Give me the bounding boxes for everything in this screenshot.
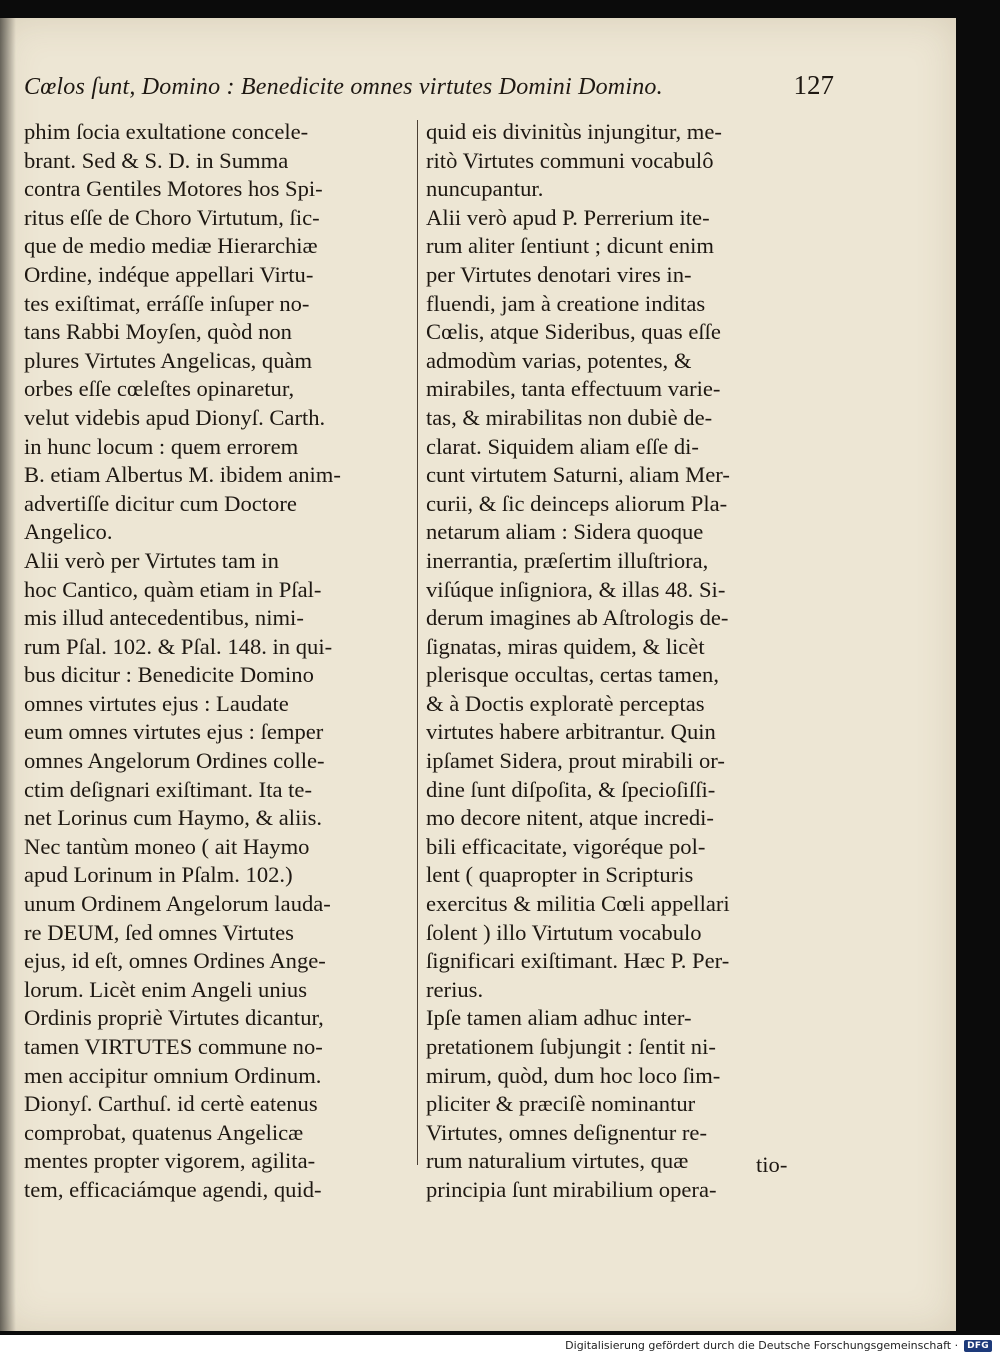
- text-line: tem, efficaciámque agendi, quid-: [24, 1176, 322, 1202]
- text-line: velut videbis apud Dionyſ. Carth.: [24, 404, 326, 430]
- text-line: mirum, quòd, dum hoc loco ſim-: [426, 1062, 721, 1088]
- text-line: curii, & ſic deinceps aliorum Pla-: [426, 490, 728, 516]
- text-line: hoc Cantico, quàm etiam in Pſal-: [24, 576, 322, 602]
- text-line: virtutes habere arbitrantur. Quin: [426, 719, 716, 745]
- text-line: ctim deſignari exiſtimant. Ita te-: [24, 776, 312, 802]
- page-number: 127: [793, 70, 834, 100]
- text-line: eum omnes virtutes ejus : ſemper: [24, 719, 324, 745]
- text-line: advertiſſe dicitur cum Doctore: [24, 490, 297, 516]
- text-line: cunt virtutem Saturni, aliam Mer-: [426, 462, 730, 488]
- catchword: tio-: [756, 1152, 788, 1177]
- text-line: unum Ordinem Angelorum lauda-: [24, 891, 331, 917]
- text-line: admodùm varias, potentes, &: [426, 347, 692, 373]
- footer-credit: Digitalisierung gefördert durch die Deutsche Forschungsgemeinschaft ·: [565, 1339, 959, 1352]
- text-line: Nec tantùm moneo ( ait Haymo: [24, 833, 310, 859]
- text-line: rum naturalium virtutes, quæ: [426, 1148, 689, 1174]
- text-line: mo decore nitent, atque incredi-: [426, 805, 714, 831]
- text-line: & à Doctis exploratè perceptas: [426, 690, 705, 716]
- text-line: orbes eſſe cœleſtes opinaretur,: [24, 376, 295, 402]
- text-line: plerisque occultas, certas tamen,: [426, 662, 719, 688]
- text-line: netarum aliam : Sidera quoque: [426, 519, 704, 545]
- text-line: tas, & mirabilitas non dubiè de-: [426, 404, 713, 430]
- text-line: rerius.: [426, 976, 484, 1002]
- text-line: comprobat, quatenus Angelicæ: [24, 1119, 304, 1145]
- text-line: rum aliter ſentiunt ; dicunt enim: [426, 233, 715, 259]
- text-line: ſignatas, miras quidem, & licèt: [426, 633, 705, 659]
- text-line: apud Lorinum in Pſalm. 102.): [24, 862, 293, 888]
- dfg-logo: DFG: [964, 1340, 992, 1352]
- text-line: Virtutes, omnes deſignentur re-: [426, 1119, 707, 1145]
- text-line: tans Rabbi Moyſen, quòd non: [24, 319, 292, 345]
- left-column: [24, 118, 400, 1205]
- text-line: per Virtutes denotari vires in-: [426, 261, 692, 287]
- text-line: que de medio mediæ Hierarchiæ: [24, 233, 318, 259]
- text-line: viſúque inſigniora, & illas 48. Si-: [426, 576, 726, 602]
- text-line: derum imagines ab Aſtrologis de-: [426, 605, 729, 631]
- text-line: Dionyſ. Carthuſ. id certè eatenus: [24, 1091, 318, 1117]
- text-line: ritò Virtutes communi vocabulô: [426, 147, 714, 173]
- text-line: rum Pſal. 102. & Pſal. 148. in qui-: [24, 633, 333, 659]
- text-line: clarat. Siquidem aliam eſſe di-: [426, 433, 699, 459]
- text-line: phim ſocia exultatione concele-: [24, 119, 309, 144]
- text-line: ſolent ) illo Virtutum vocabulo: [426, 919, 702, 945]
- text-line: pliciter & præciſè nominantur: [426, 1091, 696, 1117]
- text-line: fluendi, jam à creatione inditas: [426, 290, 706, 316]
- text-line: mirabiles, tanta effectuum varie-: [426, 376, 721, 402]
- text-line: ritus eſſe de Choro Virtutum, ſic-: [24, 204, 320, 230]
- text-line: mis illud antecedentibus, nimi-: [24, 605, 304, 631]
- text-line: Alii verò apud P. Perrerium ite-: [426, 204, 710, 230]
- text-line: men accipitur omnium Ordinum.: [24, 1062, 322, 1088]
- text-line: in hunc locum : quem errorem: [24, 433, 299, 459]
- text-line: mentes propter vigorem, agilita-: [24, 1148, 316, 1174]
- text-line: Ipſe tamen aliam adhuc inter-: [426, 1005, 692, 1031]
- text-line: re DEUM, ſed omnes Virtutes: [24, 919, 294, 945]
- text-line: ſignificari exiſtimant. Hæc P. Per-: [426, 948, 730, 974]
- text-line: omnes Angelorum Ordines colle-: [24, 748, 325, 774]
- column-divider: [417, 120, 418, 1165]
- text-line: bili efficacitate, vigoréque pol-: [426, 833, 706, 859]
- text-line: omnes virtutes ejus : Laudate: [24, 690, 289, 716]
- text-line: tes exiſtimat, erráſſe inſuper no-: [24, 290, 310, 316]
- text-line: pretationem ſubjungit : ſentit ni-: [426, 1034, 716, 1059]
- text-line: ipſamet Sidera, prout mirabili or-: [426, 748, 725, 774]
- digitization-footer: [0, 1335, 1000, 1356]
- text-line: Alii verò per Virtutes tam in: [24, 547, 279, 573]
- running-title: Cœlos ſunt, Domino : Benedicite omnes virtutes Domini Domino.: [24, 74, 663, 100]
- text-line: bus dicitur : Benedicite Domino: [24, 662, 314, 688]
- right-column: [426, 118, 810, 1205]
- page-header: [24, 70, 834, 110]
- text-line: tamen VIRTUTES commune no-: [24, 1034, 323, 1059]
- text-line: lorum. Licèt enim Angeli unius: [24, 976, 308, 1002]
- text-line: nuncupantur.: [426, 176, 544, 202]
- text-line: Ordinis propriè Virtutes dicantur,: [24, 1005, 324, 1031]
- text-line: quid eis divinitùs injungitur, me-: [426, 119, 722, 144]
- text-line: lent ( quapropter in Scripturis: [426, 862, 694, 888]
- text-line: Ordine, indéque appellari Virtu-: [24, 261, 314, 287]
- text-line: dine ſunt diſpoſita, & ſpecioſiſſi-: [426, 776, 716, 802]
- text-line: plures Virtutes Angelicas, quàm: [24, 347, 313, 373]
- page-fold-shadow: [0, 18, 16, 1331]
- text-line: net Lorinus cum Haymo, & aliis.: [24, 805, 323, 831]
- text-line: Cœlis, atque Sideribus, quas eſſe: [426, 319, 721, 345]
- text-line: Angelico.: [24, 519, 113, 545]
- text-line: principia ſunt mirabilium opera-: [426, 1176, 717, 1202]
- text-line: contra Gentiles Motores hos Spi-: [24, 176, 323, 202]
- text-line: exercitus & militia Cœli appellari: [426, 891, 730, 917]
- text-line: brant. Sed & S. D. in Summa: [24, 147, 289, 173]
- text-line: ejus, id eſt, omnes Ordines Ange-: [24, 948, 326, 974]
- text-line: inerrantia, præſertim illuſtriora,: [426, 547, 709, 573]
- text-line: B. etiam Albertus M. ibidem anim-: [24, 462, 341, 488]
